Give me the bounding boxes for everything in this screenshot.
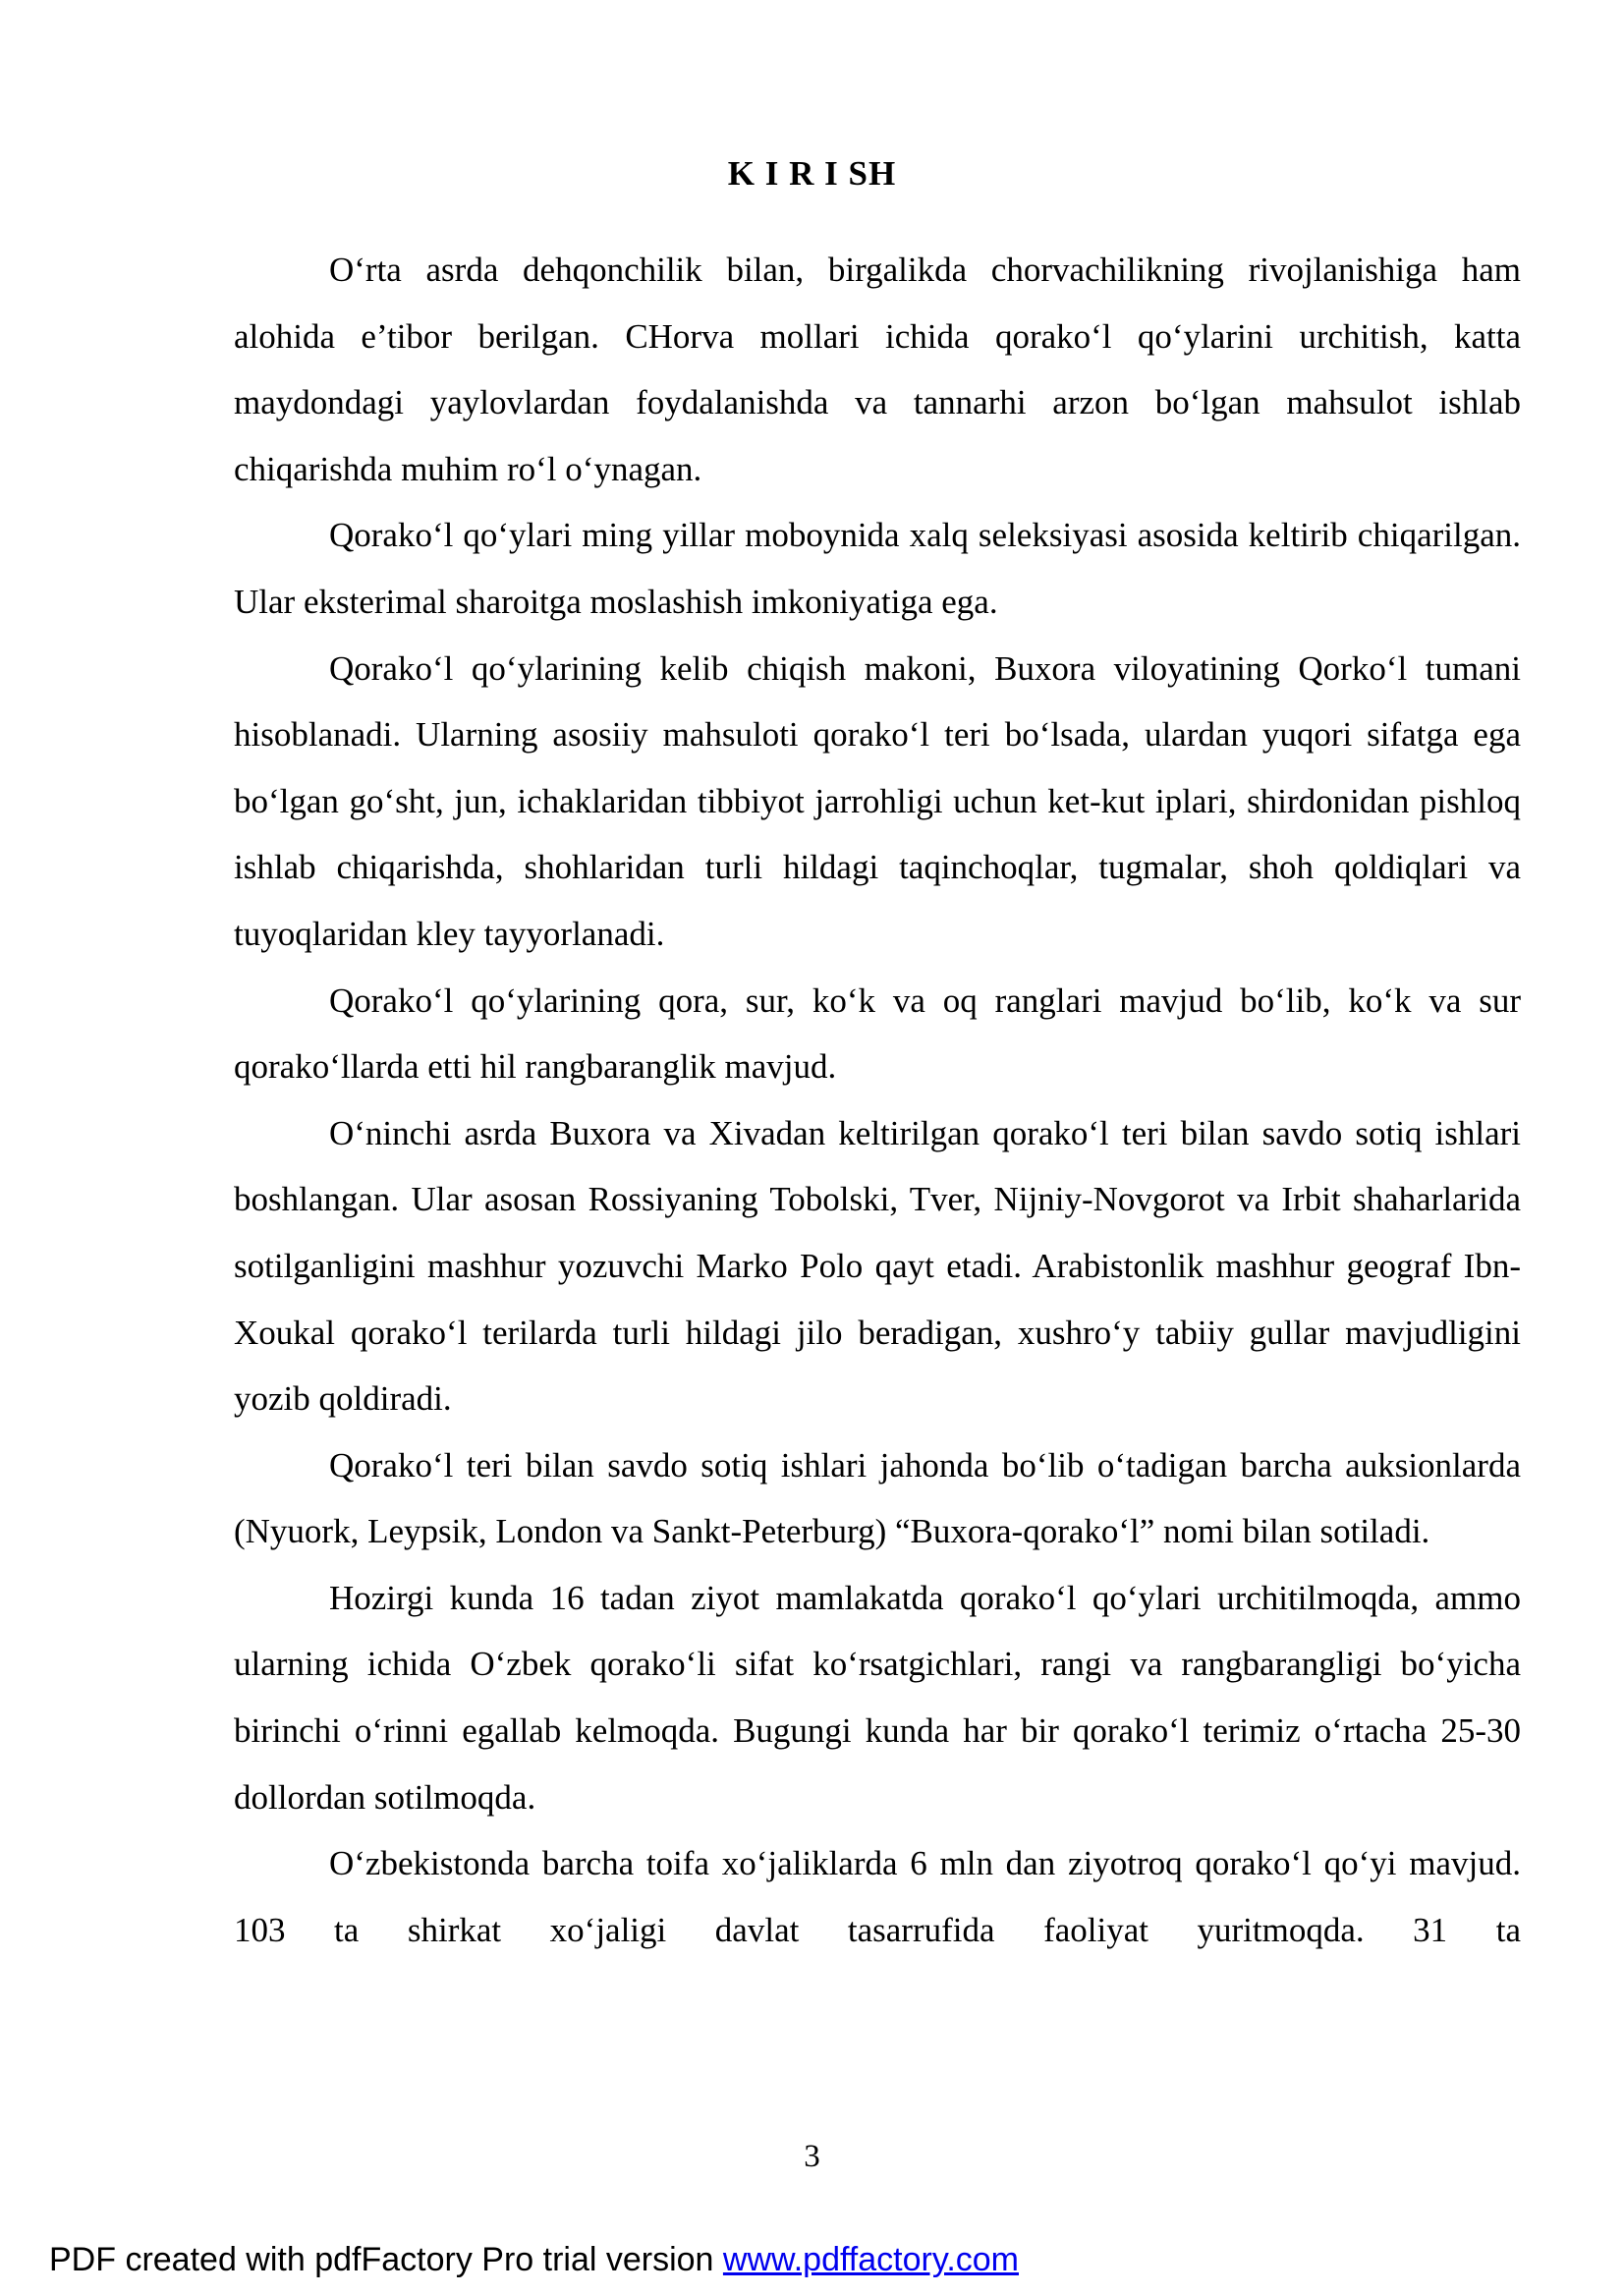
paragraph: Qorako‘l teri bilan savdo sotiq ishlari jahonda bo‘lib o‘tadigan barcha auksionlarda (Nyuork, Leypsik, London va Sankt-Peterburg) “Buxora-qorako‘l” nomi bilan sotiladi. bbox=[234, 1445, 1521, 1551]
paragraph: Qorako‘l qo‘ylarining kelib chiqish makoni, Buxora viloyatining Qorko‘l tumani hisoblanadi. Ularning asosiiy mahsuloti qorako‘l teri bo‘lsada, ulardan yuqori sifatga ega bo‘lgan go‘sht, jun, ichaklaridan tibbiyot jarrohligi uchun ket-kut iplari, shirdonidan pishloq ishlab chiqarishda, shohlaridan turli hildagi taqinchoqlar, tugmalar, shoh qoldiqlari va tuyoqlaridan kley tayyorlanadi. bbox=[234, 648, 1521, 953]
body-text bbox=[234, 237, 1521, 1963]
last-paragraph: O‘zbekistonda barcha toifa xo‘jaliklarda 6 mln dan ziyotroq qorako‘l qo‘yi mavjud. 103 ta shirkat xo‘jaligi davlat tasarrufida faoliyat yuritmoqda. 31 ta bbox=[234, 1844, 1521, 1949]
section-heading: K I R I SH bbox=[727, 154, 897, 193]
paragraph: Qorako‘l qo‘ylari ming yillar moboynida xalq seleksiyasi asosida keltirib chiqarilgan. Ular eksterimal sharoitga moslashish imkoniyatiga ega. bbox=[234, 516, 1521, 621]
paragraph: O‘ninchi asrda Buxora va Xivadan keltirilgan qorako‘l teri bilan savdo sotiq ishlari boshlangan. Ular asosan Rossiyaning Tobolski, Tver, Nijniy-Novgorot va Irbit shaharlarida sotilganligini mashhur yozuvchi Marko Polo qayt etadi. Arabistonlik mashhur geograf Ibn-Xoukal qorako‘l terilarda turli hildagi jilo beradigan, xushro‘y tabiiy gullar mavjudligini yozib qoldiradi. bbox=[234, 1113, 1521, 1419]
paragraph: Hozirgi kunda 16 tadan ziyot mamlakatda qorako‘l qo‘ylari urchitilmoqda, ammo ularning ichida O‘zbek qorako‘li sifat ko‘rsatgichlari, rangi va rangbarangligi bo‘yicha birinchi o‘rinni egallab kelmoqda. Bugungi kunda har bir qorako‘l terimiz o‘rtacha 25-30 dollordan sotilmoqda. bbox=[234, 1578, 1521, 1817]
page-number: 3 bbox=[804, 2139, 820, 2174]
footer-link[interactable]: www.pdffactory.com bbox=[722, 2241, 1019, 2278]
pdf-footer bbox=[49, 2240, 1019, 2279]
paragraph: Qorako‘l qo‘ylarining qora, sur, ko‘k va oq ranglari mavjud bo‘lib, ko‘k va sur qorako‘llarda etti hil rangbaranglik mavjud. bbox=[234, 980, 1521, 1087]
paragraph: O‘rta asrda dehqonchilik bilan, birgalikda chorvachilikning rivojlanishiga ham alohida e’tibor berilgan. CHorva mollari ichida qorako‘l qo‘ylarini urchitish, katta maydondagi yaylovlardan foydalanishda va tannarhi arzon bo‘lgan mahsulot ishlab chiqarishda muhim ro‘l o‘ynagan. bbox=[234, 251, 1521, 488]
footer-text: PDF created with pdfFactory Pro trial version bbox=[49, 2241, 723, 2278]
